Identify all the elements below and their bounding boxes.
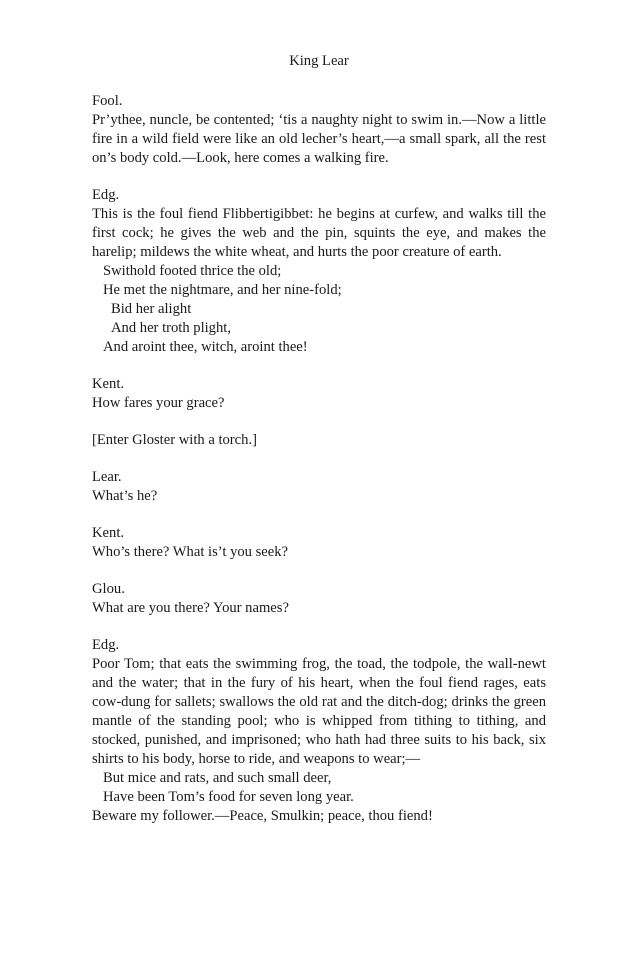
verse-line: Bid her alight bbox=[111, 301, 192, 317]
document-page bbox=[92, 52, 546, 844]
speech-kent-2 bbox=[92, 524, 546, 562]
speech-fool bbox=[92, 92, 546, 168]
stage-direction: [Enter Gloster with a torch.] bbox=[92, 432, 257, 448]
speech-text: What’s he? bbox=[92, 488, 158, 504]
speech-text: What are you there? Your names? bbox=[92, 600, 289, 616]
speech-gloster bbox=[92, 580, 546, 618]
speaker-name: Edg. bbox=[92, 637, 120, 653]
speech-lear bbox=[92, 468, 546, 506]
speaker-name: Edg. bbox=[92, 187, 120, 203]
speech-text: Who’s there? What is’t you seek? bbox=[92, 544, 289, 560]
verse-line: But mice and rats, and such small deer, bbox=[103, 770, 332, 786]
speech-closing-text: Beware my follower.—Peace, Smulkin; peace, thou fiend! bbox=[92, 808, 433, 824]
speech-kent-1 bbox=[92, 375, 546, 413]
speech-edgar-2 bbox=[92, 636, 546, 826]
speech-text: How fares your grace? bbox=[92, 395, 225, 411]
speech-text: Pr’ythee, nuncle, be contented; ‘tis a naughty night to swim in.—Now a little fire in a wild field were like an old lecher’s heart,—a small spark, all the rest on’s body cold.—Look, here comes a walking fire. bbox=[92, 112, 546, 166]
speech-text: Poor Tom; that eats the swimming frog, the toad, the todpole, the wall-newt and the water; that in the fury of his heart, when the foul fiend rages, eats cow-dung for sallets; swallows the old rat and the ditch-dog; drinks the green mantle of the standing pool; who is whipped from tithing to tithing, and stocked, punished, and imprisoned; who hath had three suits to his back, six shirts to his body, horse to ride, and weapons to wear;— bbox=[92, 656, 546, 767]
speaker-name: Kent. bbox=[92, 376, 125, 392]
verse-line: Swithold footed thrice the old; bbox=[103, 263, 282, 279]
verse-line: And aroint thee, witch, aroint thee! bbox=[103, 339, 308, 355]
speaker-name: Lear. bbox=[92, 469, 122, 485]
speaker-name: Glou. bbox=[92, 581, 125, 597]
speech-text: This is the foul fiend Flibbertigibbet: he begins at curfew, and walks till the first cock; he gives the web and the pin, squints the eye, and makes the harelip; mildews the white wheat, and hurts the poor creature of earth. bbox=[92, 206, 546, 260]
verse-line: He met the nightmare, and her nine-fold; bbox=[103, 282, 342, 298]
speech-edgar-1 bbox=[92, 186, 546, 357]
speaker-name: Fool. bbox=[92, 93, 123, 109]
verse-line: And her troth plight, bbox=[111, 320, 231, 336]
verse-line: Have been Tom’s food for seven long year. bbox=[103, 789, 354, 805]
speaker-name: Kent. bbox=[92, 525, 125, 541]
page-title: King Lear bbox=[289, 53, 349, 69]
